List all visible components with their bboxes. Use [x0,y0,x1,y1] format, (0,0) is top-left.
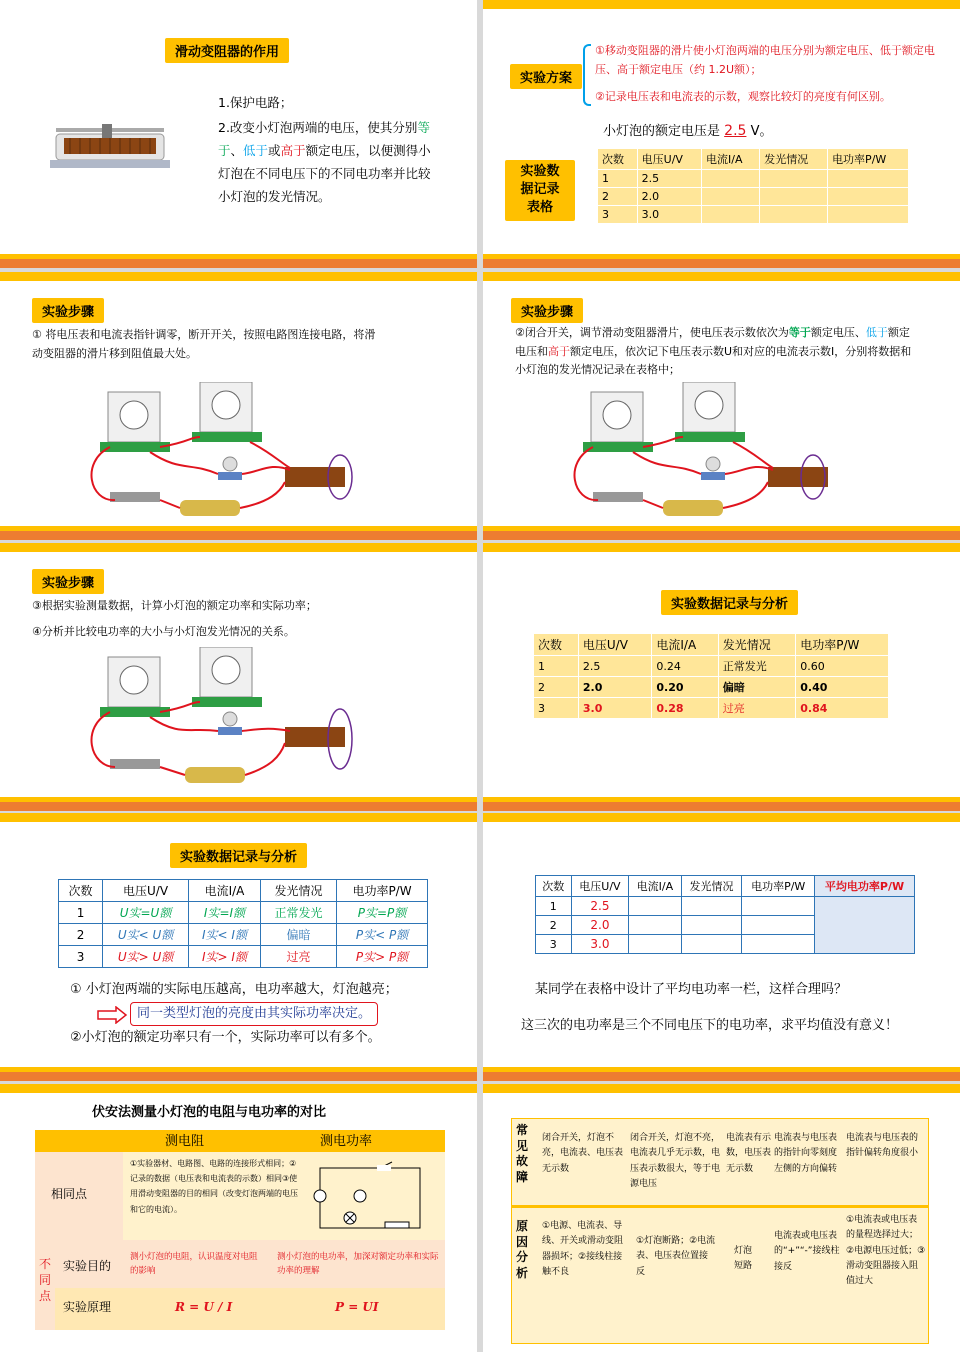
header-cell: 电功率P/W [828,149,909,170]
cell: 1 [598,170,638,188]
slide-title: 滑动变阻器的作用 [165,38,289,63]
or-word: 或 [268,143,281,159]
equal-label: 等于 [788,326,811,339]
header-cell: 电流I/A [702,149,760,170]
lower-label: 低于 [865,326,888,339]
plan-tag: 实验方案 [510,64,582,89]
question-text: 某同学在表格中设计了平均电功率一栏，这样合理吗？ [535,982,848,997]
header-cell: 发光情况 [681,876,742,897]
step-text: ① 将电压表和电流表指针调零，断开开关，按照电路图连接电路，将滑动变阻器的滑片移到阻值最大处。 [32,328,376,360]
slide-average-power [483,813,960,1081]
slide-step-1 [0,272,477,540]
fault-1: 闭合开关，灯泡不亮，电流表、电压表无示数 [542,1133,624,1174]
cell: I实=I额 [189,902,261,924]
principle-resistance: R = U / I [175,1300,233,1314]
conclusion-box: 同一类型灯泡的亮度由其实际功率决定。 [130,1002,378,1026]
cell: 过亮 [718,698,796,719]
cell: 2 [59,924,103,946]
top-bar [483,813,960,822]
top-bar [0,272,477,281]
diff-label: 不同点 [39,1257,52,1304]
use-item-2 [218,116,440,209]
plan-1: ①移动变阻器的滑片使小灯泡两端的电压分别为额定电压、低于额定电压、高于额定电压（约 1.2U额）； [595,44,935,76]
top-bar [483,272,960,281]
higher-label: 高于 [548,344,570,358]
cell: 2.5 [571,897,629,916]
cell: 2.5 [637,170,701,188]
cell: 0.24 [652,656,718,677]
cell: P实< P额 [337,924,428,946]
header-cell: 次数 [534,634,579,656]
slide-data-table [483,543,960,811]
arrow-icon [96,1006,128,1024]
header-cell: 次数 [598,149,638,170]
step-c: 额定电压和 [515,326,910,358]
slide-faults [483,1084,960,1352]
cell: 0.20 [652,677,718,698]
cell: 3.0 [637,206,701,224]
header-cell: 电压U/V [103,880,189,902]
slide-analysis [0,813,477,1081]
cell: 正常发光 [260,902,336,924]
step-tag: 实验步骤 [32,569,104,594]
cell: 2 [598,188,638,206]
header-cell: 电功率P/W [742,876,815,897]
average-table [535,875,915,954]
header-cell: 次数 [59,880,103,902]
bottom-bar-orange [483,802,960,811]
step-tag: 实验步骤 [511,298,583,323]
use-item-2-a: 2.改变小灯泡两端的电压，使其分别 [218,120,418,135]
col-resistance: 测电阻 [165,1134,205,1149]
cause-5: ①电流表或电压表的量程选择过大；②电源电压过低；③滑动变阻器接入阻值过大 [846,1215,926,1287]
cell: 3 [598,206,638,224]
divider-row [512,1205,928,1208]
top-bar [0,1084,477,1093]
header-cell: 次数 [536,876,572,897]
header-cell: 电流I/A [189,880,261,902]
header-cell: 电功率P/W [796,634,889,656]
slide-comparison [0,1084,477,1352]
bottom-bar-orange [0,802,477,811]
cell: 2 [534,677,579,698]
fault-5: 电流表与电压表的指针偏转角度很小 [846,1133,919,1159]
cell: 过亮 [260,946,336,968]
header-cell: 电压U/V [571,876,629,897]
header-cell: 电压U/V [578,634,652,656]
rated-prefix: 小灯泡的额定电压是 [603,124,721,139]
cell: 1 [534,656,579,677]
cell: 偏暗 [718,677,796,698]
slide-step-3-4 [0,543,477,811]
header-cell: 电压U/V [637,149,701,170]
slide-plan-table [483,0,960,268]
table-tag: 实验数据记录表格 [505,160,575,221]
cell: 2.0 [571,916,629,935]
sep: 、 [230,143,244,159]
record-table [597,148,909,224]
fault-4: 电流表与电压表的指针向零刻度左侧的方向偏转 [774,1133,838,1174]
principle-label: 实验原理 [63,1300,112,1314]
faults-table [511,1118,929,1344]
cause-3: 灯泡短路 [734,1246,753,1272]
fault-label: 常见故障 [516,1123,529,1184]
cell: 0.40 [796,677,889,698]
purpose-power: 测小灯泡的电功率，加深对额定功率和实际功率的理解 [277,1252,439,1277]
cell: 1 [59,902,103,924]
header-row [35,1130,445,1152]
top-bar [483,0,960,9]
step-text [515,324,920,380]
cell: 正常发光 [718,656,796,677]
rheostat-image [50,120,170,172]
header-cell: 发光情况 [718,634,796,656]
data-table [533,633,889,719]
cause-label: 原因分析 [516,1219,529,1280]
bottom-bar-orange [0,531,477,540]
slide-step-2 [483,272,960,540]
top-bar [483,1084,960,1093]
top-bar [483,543,960,552]
cell: 偏暗 [260,924,336,946]
slide-title: 实验数据记录与分析 [170,843,307,868]
average-header: 平均电功率P/W [815,876,915,897]
step-b: 额定电压、 [810,326,866,339]
cause-4: 电流表或电压表的“+”“-”接线柱接反 [774,1231,840,1272]
principle-row [55,1288,445,1330]
bottom-bar-orange [0,259,477,268]
conclusion-2: ②小灯泡的额定功率只有一个，实际功率可以有多个。 [70,1030,381,1045]
header-cell: 发光情况 [760,149,828,170]
cell: U实=U额 [103,902,189,924]
circuit-diagram [90,647,370,797]
plan-2: ②记录电压表和电流表的示数，观察比较灯的亮度有何区别。 [595,90,891,103]
rated-voltage [603,120,772,144]
bottom-bar-orange [483,531,960,540]
top-bar [0,543,477,552]
cell: 1 [536,897,572,916]
same-label: 相同点 [51,1187,88,1201]
bottom-bar-orange [483,259,960,268]
bottom-bar-orange [483,1072,960,1081]
fault-3: 电流表有示数，电压表无示数 [726,1133,772,1174]
top-bar [0,813,477,822]
principle-power: P = UI [335,1300,379,1314]
step-d: 额定电压，依次记下电压表示数U和对应的电流表示数I，分别将数据和小灯泡的发光情况记录在表格中； [515,344,912,377]
comparison-table [35,1130,445,1330]
header-cell: 发光情况 [260,880,336,902]
answer-text: 这三次的电功率是三个不同电压下的电功率，求平均值没有意义！ [521,1018,899,1033]
cell: 2 [536,916,572,935]
use-item-1: 1.保护电路； [218,95,293,110]
cell: U实< U额 [103,924,189,946]
rated-value: 2.5 [724,123,747,139]
cell: P实=P额 [337,902,428,924]
cell: 2.5 [578,656,652,677]
slide-title: 实验数据记录与分析 [661,590,798,615]
header-cell: 电流I/A [652,634,718,656]
header-cell: 电流I/A [629,876,681,897]
cause-1: ①电源、电流表、导线、开关或滑动变阻器损坏；②接线柱接触不良 [542,1221,624,1277]
fault-2: 闭合开关，灯泡不亮，电流表几乎无示数，电压表示数很大，等于电源电压 [630,1133,721,1189]
cell: U实> U额 [103,946,189,968]
cell: 2.0 [578,677,652,698]
rated-unit: V。 [750,124,773,139]
lower-label: 低于 [243,143,269,159]
slide-rheostat-function [0,0,477,268]
cell: P实> P额 [337,946,428,968]
circuit-schematic [310,1158,435,1236]
bottom-bar-orange [0,1072,477,1081]
header-cell: 电功率P/W [337,880,428,902]
col-power: 测电功率 [320,1134,373,1149]
cell: 0.60 [796,656,889,677]
circuit-diagram [90,382,370,532]
step-a: ②闭合开关，调节滑动变阻器滑片，使电压表示数依次为 [515,326,789,339]
slide-title: 伏安法测量小灯泡的电阻与电功率的对比 [92,1105,327,1120]
cell: 0.28 [652,698,718,719]
cell: 3 [534,698,579,719]
cell: 3 [59,946,103,968]
same-text: ①实验器材、电路图、电路的连接形式相同；②记录的数据（电压表和电流表的示数）相同③使用滑动变阻器的目的相同（改变灯泡两端的电压和它的电流）。 [130,1159,298,1214]
plan-bracket [583,44,591,106]
conclusion-1: ① 小灯泡两端的实际电压越高，电功率越大，灯泡越亮； [70,982,398,997]
step-4-text: ④分析并比较电功率的大小与小灯泡发光情况的关系。 [32,625,295,638]
cell: I实< I额 [189,924,261,946]
equal-label: 等于 [218,120,430,159]
analysis-table [58,879,428,968]
cell: 3.0 [571,935,629,954]
purpose-resistance: 测小灯泡的电阻，认识温度对电阻的影响 [130,1252,258,1277]
use-item-2-b: 额定电压，以便测得小灯泡在不同电压下的不同电功率并比较小灯泡的发光情况。 [218,143,431,205]
purpose-label: 实验目的 [63,1259,112,1273]
cell: 3.0 [578,698,652,719]
cell: 0.84 [796,698,889,719]
cell: 3 [536,935,572,954]
step-3-text: ③根据实验测量数据，计算小灯泡的额定功率和实际功率； [32,599,317,612]
circuit-diagram [573,382,853,532]
cell: I实> I额 [189,946,261,968]
higher-label: 高于 [280,143,306,159]
cause-2: ①灯泡断路；②电流表、电压表位置接反 [636,1236,716,1277]
cell: 2.0 [637,188,701,206]
step-tag: 实验步骤 [32,298,104,323]
